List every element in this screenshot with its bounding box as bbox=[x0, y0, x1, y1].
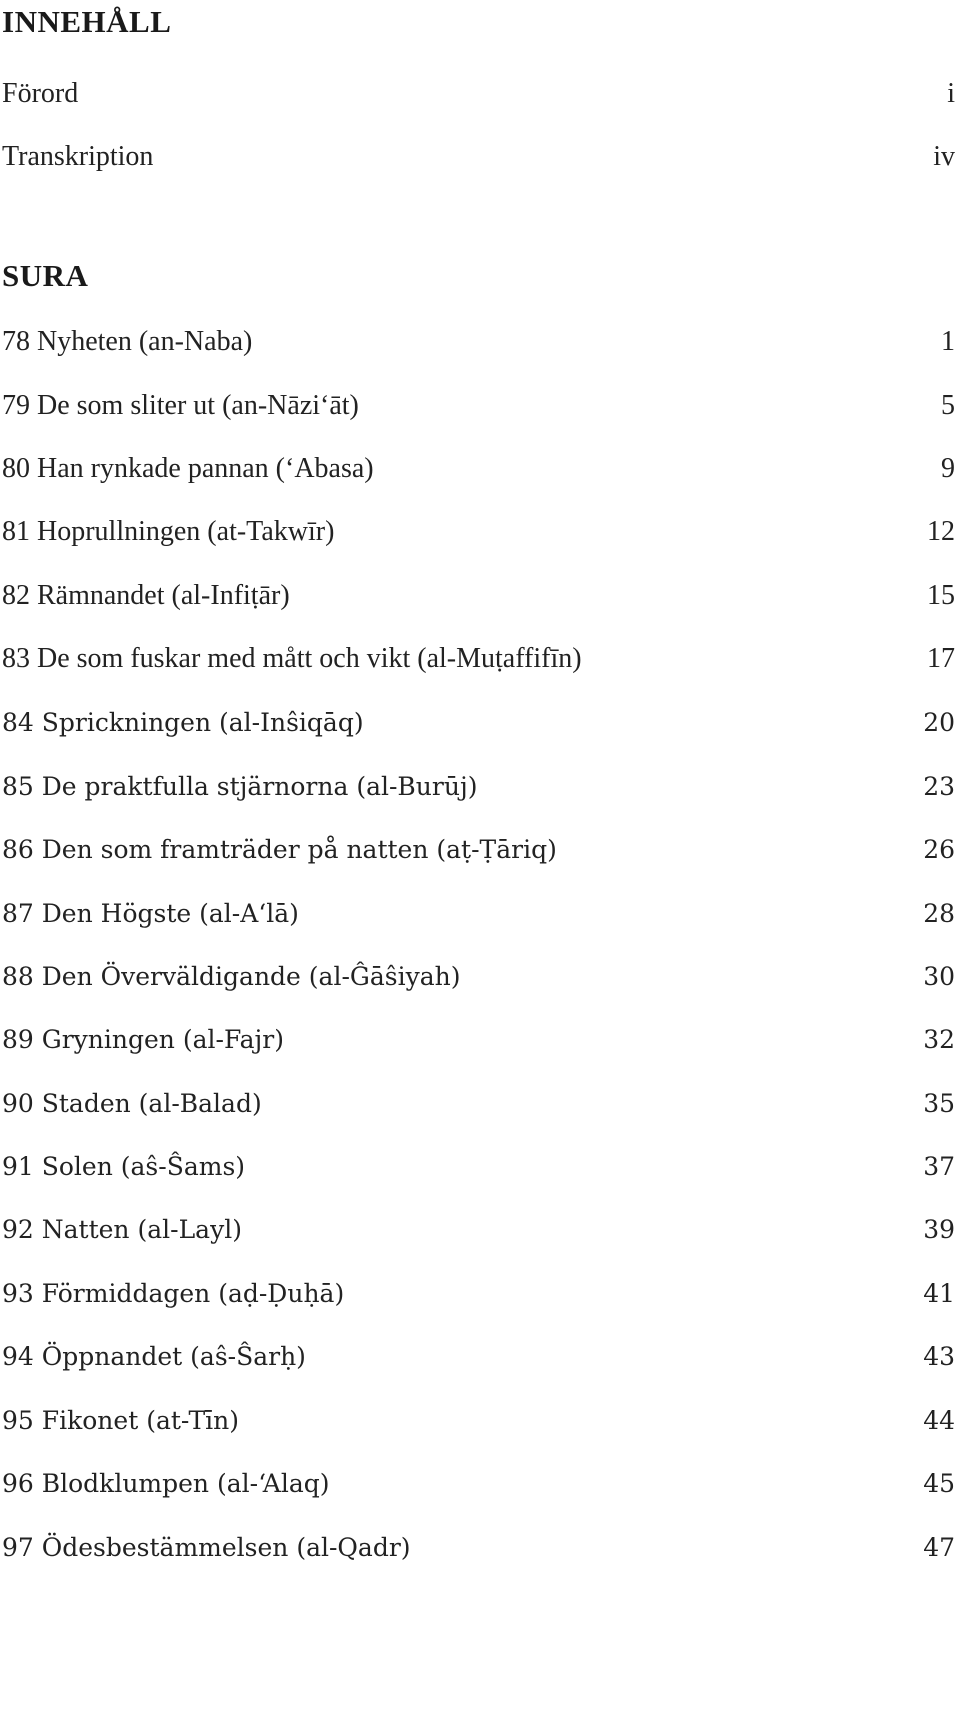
toc-entry-title: 84 Sprickningen (al-Inŝiqāq) bbox=[2, 707, 364, 737]
toc-entry[interactable] bbox=[2, 1336, 955, 1376]
toc-entry-page: 28 bbox=[923, 898, 955, 928]
toc-entry[interactable] bbox=[2, 1400, 955, 1440]
toc-entry-title: 83 De som fuskar med mått och vikt (al-Muṭaffifīn) bbox=[2, 643, 582, 674]
toc-entry-page: 15 bbox=[927, 580, 955, 611]
toc-entry-title: 89 Gryningen (al-Fajr) bbox=[2, 1024, 284, 1054]
toc-entry-title: 96 Blodklumpen (al-‘Alaq) bbox=[2, 1468, 330, 1498]
contents-heading: INNEHÅLL bbox=[2, 4, 172, 39]
toc-entry-page: iv bbox=[933, 141, 955, 172]
toc-entry-page: 12 bbox=[927, 516, 955, 547]
toc-entry[interactable] bbox=[2, 386, 955, 426]
toc-entry[interactable] bbox=[2, 322, 955, 362]
toc-entry[interactable] bbox=[2, 893, 955, 933]
toc-entry-page: 32 bbox=[923, 1024, 955, 1054]
toc-entry[interactable] bbox=[2, 702, 955, 742]
toc-entry-title: 97 Ödesbestämmelsen (al-Qadr) bbox=[2, 1532, 411, 1562]
toc-entry[interactable] bbox=[2, 1019, 955, 1059]
toc-entry-page: 41 bbox=[923, 1278, 955, 1308]
toc-entry-page: 47 bbox=[923, 1532, 955, 1562]
toc-entry-page: 1 bbox=[941, 326, 955, 357]
toc-entry-title: 80 Han rynkade pannan (‘Abasa) bbox=[2, 453, 374, 484]
toc-entry-title: 87 Den Högste (al-A‘lā) bbox=[2, 898, 299, 928]
toc-entry-title: 92 Natten (al-Layl) bbox=[2, 1214, 242, 1244]
toc-entry-title: 91 Solen (aŝ-Ŝams) bbox=[2, 1151, 246, 1181]
toc-entry-title: 82 Rämnandet (al-Infiṭār) bbox=[2, 580, 290, 611]
toc-entry[interactable] bbox=[2, 512, 955, 552]
toc-entry-page: 17 bbox=[927, 643, 955, 674]
toc-entry-page: 20 bbox=[923, 707, 955, 737]
toc-entry[interactable] bbox=[2, 1463, 955, 1503]
toc-entry-title: Förord bbox=[2, 78, 79, 109]
toc-entry[interactable] bbox=[2, 766, 955, 806]
toc-entry[interactable] bbox=[2, 639, 955, 679]
toc-entry[interactable] bbox=[2, 449, 955, 489]
toc-entry[interactable] bbox=[2, 1527, 955, 1567]
toc-entry[interactable] bbox=[2, 1209, 955, 1249]
toc-entry-title: 78 Nyheten (an-Naba) bbox=[2, 326, 253, 357]
toc-entry[interactable] bbox=[2, 956, 955, 996]
toc-entry-title: 85 De praktfulla stjärnorna (al-Burūj) bbox=[2, 771, 478, 801]
toc-entry-title: 94 Öppnandet (aŝ-Ŝarḥ) bbox=[2, 1341, 306, 1371]
toc-entry-page: 5 bbox=[941, 390, 955, 421]
toc-entry[interactable] bbox=[2, 1146, 955, 1186]
toc-entry-title: 81 Hoprullningen (at-Takwīr) bbox=[2, 516, 335, 547]
toc-entry-title: 79 De som sliter ut (an-Nāzi‘āt) bbox=[2, 390, 359, 421]
toc-entry-title: 95 Fikonet (at-Tīn) bbox=[2, 1405, 239, 1435]
toc-entry-page: 44 bbox=[923, 1405, 955, 1435]
toc-entry-page: 43 bbox=[923, 1341, 955, 1371]
toc-entry-page: 30 bbox=[923, 961, 955, 991]
sura-heading: SURA bbox=[2, 258, 89, 293]
toc-entry-title: 93 Förmiddagen (aḍ-Ḍuḥā) bbox=[2, 1278, 345, 1308]
toc-entry-foreword[interactable] bbox=[2, 74, 955, 114]
toc-entry-title: 86 Den som framträder på natten (aṭ-Ṭāriq) bbox=[2, 834, 557, 864]
toc-entry-page: 35 bbox=[923, 1088, 955, 1118]
toc-entry-page: 45 bbox=[923, 1468, 955, 1498]
toc-entry[interactable] bbox=[2, 576, 955, 616]
toc-entry-page: 26 bbox=[923, 834, 955, 864]
toc-entry[interactable] bbox=[2, 829, 955, 869]
toc-entry[interactable] bbox=[2, 1083, 955, 1123]
toc-entry-transcription[interactable] bbox=[2, 137, 955, 177]
toc-entry-title: 88 Den Överväldigande (al-Ĝāŝiyah) bbox=[2, 961, 461, 991]
toc-entry-page: i bbox=[947, 78, 955, 109]
toc-entry-page: 9 bbox=[941, 453, 955, 484]
toc-entry-title: Transkription bbox=[2, 141, 154, 172]
toc-entry-title: 90 Staden (al-Balad) bbox=[2, 1088, 262, 1118]
toc-entry-page: 23 bbox=[923, 771, 955, 801]
toc-entry-page: 39 bbox=[923, 1214, 955, 1244]
toc-entry-page: 37 bbox=[923, 1151, 955, 1181]
toc-entry[interactable] bbox=[2, 1273, 955, 1313]
